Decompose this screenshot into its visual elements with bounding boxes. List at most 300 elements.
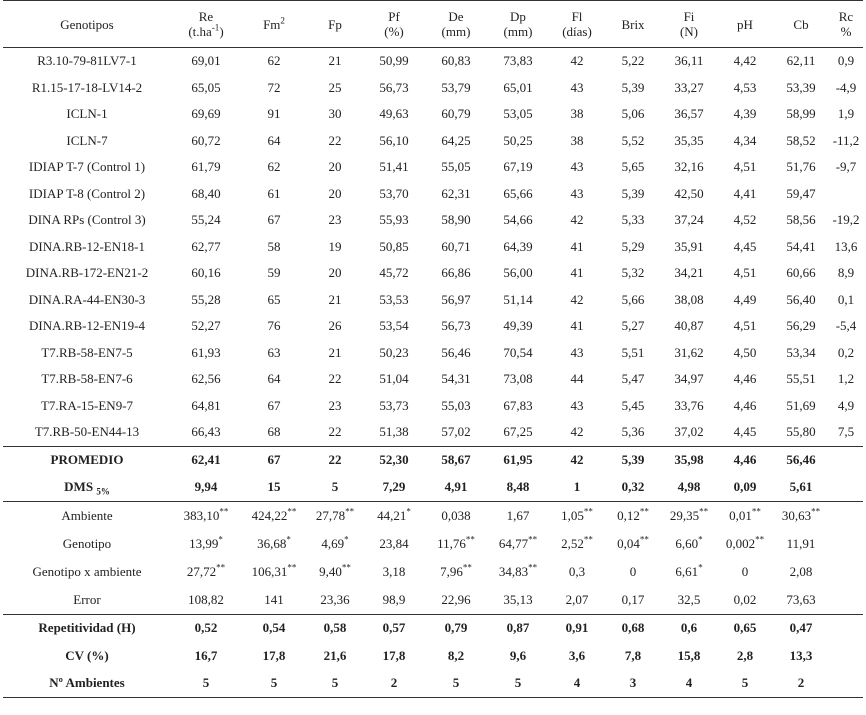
- value-cell: 61: [267, 185, 281, 201]
- row-label-cell: CV (%): [65, 647, 109, 663]
- value-cell: 5: [307, 670, 363, 698]
- value-cell: 43: [570, 397, 584, 413]
- table-row: [3, 419, 863, 446]
- cell-value: 2,07: [565, 591, 589, 607]
- value-cell: [829, 642, 863, 670]
- genotype-results-table: [3, 0, 863, 698]
- value-cell: 56,40: [786, 291, 816, 307]
- value-cell: [773, 558, 829, 586]
- value-cell: 56,73: [379, 79, 409, 95]
- value-cell: 55,93: [379, 212, 409, 228]
- value-cell: 56,46: [441, 344, 471, 360]
- column-header: [829, 1, 863, 48]
- column-header-label: Brix: [621, 16, 645, 32]
- summary-row: [3, 670, 863, 698]
- column-header-unit-line: [365, 24, 423, 39]
- value-cell: 5: [331, 479, 339, 494]
- value-cell: 5,33: [621, 212, 645, 228]
- value-cell: [605, 501, 661, 530]
- genotype-name-cell: T7.RB-50-EN44-13: [34, 424, 140, 440]
- column-header-unit-line: [427, 24, 485, 39]
- value-cell: 49,39: [503, 318, 533, 334]
- table-header-row: [3, 1, 863, 48]
- value-cell: 41: [570, 265, 584, 281]
- value-cell: 22: [307, 446, 363, 474]
- value-cell: 17,8: [382, 647, 406, 663]
- value-cell: 42,50: [674, 185, 704, 201]
- value-cell: 21: [328, 53, 342, 69]
- value-cell: 62,31: [441, 185, 471, 201]
- value-cell: 51,38: [379, 424, 409, 440]
- column-header: [605, 1, 661, 48]
- genotype-name-cell: DINA.RA-44-EN30-3: [28, 291, 146, 307]
- value-cell: 34,97: [674, 371, 704, 387]
- genotype-name-cell: DINA RPs (Control 3): [28, 212, 146, 228]
- value-cell: 41: [570, 238, 584, 254]
- column-header-label: Pf: [388, 9, 400, 24]
- value-cell: 0,91: [565, 620, 589, 636]
- value-cell: [829, 181, 863, 208]
- value-cell: 49,63: [379, 106, 409, 122]
- significance-marker: **: [755, 534, 765, 545]
- significance-marker: **: [462, 562, 472, 573]
- value-cell: 42: [549, 446, 605, 474]
- anova-row: [3, 501, 863, 530]
- column-header: [171, 1, 241, 48]
- value-cell: 42: [570, 212, 584, 228]
- value-cell: 41: [570, 318, 584, 334]
- genotype-name-cell: IDIAP T-7 (Control 1): [28, 159, 146, 175]
- value-cell: 65,66: [503, 185, 533, 201]
- cell-value: 64,77: [498, 535, 529, 551]
- row-label-cell: [3, 474, 171, 502]
- cell-value: 6,60: [675, 535, 699, 551]
- genotype-name-cell: DINA.RB-12-EN19-4: [29, 318, 145, 334]
- cell-value: 44,21: [377, 507, 407, 523]
- value-cell: 55,24: [191, 212, 221, 228]
- value-cell: 0,87: [506, 620, 530, 636]
- value-cell: [661, 530, 717, 558]
- cell-value: 141: [264, 591, 284, 607]
- value-cell: 54,31: [441, 371, 471, 387]
- value-cell: 38: [570, 132, 584, 148]
- value-cell: 8,9: [837, 265, 855, 281]
- value-cell: [307, 501, 363, 530]
- column-header-label: Re: [198, 9, 214, 24]
- column-header-label: Rc: [838, 9, 854, 24]
- value-cell: 0,68: [621, 620, 645, 636]
- value-cell: 21: [328, 344, 342, 360]
- value-cell: 5: [171, 670, 241, 698]
- cell-value: 1,05: [561, 507, 584, 523]
- value-cell: 5,45: [621, 397, 645, 413]
- column-header: [307, 1, 363, 48]
- value-cell: [549, 501, 605, 530]
- genotype-rows: [3, 48, 863, 447]
- value-cell: 0,6: [680, 620, 698, 636]
- value-cell: 5,66: [621, 291, 645, 307]
- column-header-unit: (mm): [503, 24, 533, 39]
- cell-value: 13,99: [189, 535, 219, 551]
- value-cell: 67: [267, 397, 281, 413]
- value-cell: 0,58: [323, 620, 347, 636]
- table-row: [3, 340, 863, 367]
- column-header-unit-end: ): [219, 24, 224, 39]
- value-cell: [829, 670, 863, 698]
- cell-value: 34,83: [498, 563, 529, 579]
- value-cell: 34,21: [674, 265, 704, 281]
- value-cell: 4,39: [733, 106, 757, 122]
- value-cell: -4,9: [835, 79, 857, 95]
- value-cell: 0,79: [444, 620, 468, 636]
- value-cell: 43: [570, 185, 584, 201]
- value-cell: -11,2: [832, 132, 860, 148]
- cell-value: 35,13: [503, 591, 533, 607]
- value-cell: 70,54: [503, 344, 533, 360]
- value-cell: 58,56: [786, 212, 816, 228]
- value-cell: 4,50: [733, 344, 757, 360]
- value-cell: 0,09: [733, 479, 757, 494]
- value-cell: 20: [328, 265, 342, 281]
- significance-marker: **: [219, 506, 229, 517]
- value-cell: 4,53: [733, 79, 757, 95]
- cell-value: 2,08: [789, 563, 813, 579]
- value-cell: 55,05: [441, 159, 471, 175]
- value-cell: [307, 558, 363, 586]
- value-cell: 59,47: [786, 185, 816, 201]
- value-cell: 58: [267, 238, 281, 254]
- value-cell: 4: [661, 670, 717, 698]
- value-cell: 5: [425, 670, 487, 698]
- value-cell: 44: [570, 371, 584, 387]
- cell-value: 23,84: [379, 535, 409, 551]
- column-header-unit-line: [831, 24, 861, 39]
- value-cell: 7,5: [837, 424, 855, 440]
- column-header-unit: (días): [562, 24, 592, 39]
- value-cell: 4: [549, 670, 605, 698]
- value-cell: 23: [328, 397, 342, 413]
- significance-marker: *: [218, 534, 223, 545]
- value-cell: 56,73: [441, 318, 471, 334]
- value-cell: 5,47: [621, 371, 645, 387]
- value-cell: 51,69: [786, 397, 816, 413]
- value-cell: [549, 530, 605, 558]
- value-cell: 58,67: [425, 446, 487, 474]
- value-cell: [717, 501, 773, 530]
- value-cell: 20: [328, 159, 342, 175]
- value-cell: 25: [328, 79, 342, 95]
- value-cell: 5,61: [789, 479, 813, 494]
- value-cell: 5,27: [621, 318, 645, 334]
- value-cell: 5,22: [621, 53, 645, 69]
- value-cell: 4,45: [733, 424, 757, 440]
- value-cell: 5,36: [621, 424, 645, 440]
- column-header-unit-line: [489, 24, 547, 39]
- column-header-label: Fp: [328, 16, 342, 32]
- value-cell: 65: [267, 291, 281, 307]
- genotype-name-cell: ICLN-7: [66, 132, 108, 148]
- cell-value: 0: [741, 563, 749, 579]
- value-cell: 62: [267, 159, 281, 175]
- value-cell: 31,62: [674, 344, 704, 360]
- value-cell: 54,41: [786, 238, 816, 254]
- significance-marker: **: [528, 562, 538, 573]
- table-row: [3, 260, 863, 287]
- table-row: [3, 48, 863, 75]
- value-cell: [717, 530, 773, 558]
- value-cell: 4,46: [717, 446, 773, 474]
- value-cell: 21: [328, 291, 342, 307]
- value-cell: 66,43: [191, 424, 221, 440]
- value-cell: 58,52: [786, 132, 816, 148]
- anova-rows: [3, 501, 863, 614]
- value-cell: 1,9: [837, 106, 855, 122]
- value-cell: 51,14: [503, 291, 533, 307]
- column-header: [773, 1, 829, 48]
- value-cell: 5,39: [621, 185, 645, 201]
- value-cell: 60,66: [786, 265, 816, 281]
- value-cell: 13,3: [789, 647, 813, 663]
- value-cell: -9,7: [835, 159, 857, 175]
- value-cell: [307, 586, 363, 615]
- cell-value: 106,31: [251, 563, 288, 579]
- dms-subscript: 5%: [96, 486, 110, 497]
- significance-marker: **: [216, 562, 226, 573]
- cell-value: 3,18: [382, 563, 406, 579]
- cell-value: 98,9: [382, 591, 406, 607]
- value-cell: 64,39: [503, 238, 533, 254]
- column-header-superscript: 2: [280, 15, 285, 26]
- column-header-line: [243, 17, 305, 32]
- column-header: [661, 1, 717, 48]
- cell-value: 29,35: [669, 507, 700, 523]
- value-cell: 53,79: [441, 79, 471, 95]
- value-cell: 5,52: [621, 132, 645, 148]
- value-cell: 0,2: [837, 344, 855, 360]
- value-cell: 4,41: [733, 185, 757, 201]
- column-header-label: Cb: [793, 16, 809, 32]
- value-cell: 0,1: [837, 291, 855, 307]
- value-cell: 33,76: [674, 397, 704, 413]
- value-cell: [829, 446, 863, 474]
- value-cell: 62,77: [191, 238, 221, 254]
- value-cell: 0,57: [382, 620, 406, 636]
- value-cell: 35,35: [674, 132, 704, 148]
- value-cell: [605, 558, 661, 586]
- value-cell: 2: [773, 670, 829, 698]
- value-cell: [773, 501, 829, 530]
- value-cell: 64: [267, 371, 281, 387]
- value-cell: 3,6: [568, 647, 586, 663]
- value-cell: 4,91: [444, 479, 468, 494]
- column-header-label: Fl: [571, 9, 583, 24]
- value-cell: 59: [267, 265, 281, 281]
- value-cell: [363, 501, 425, 530]
- value-cell: 51,04: [379, 371, 409, 387]
- cell-value: 424,22: [251, 507, 288, 523]
- row-label-cell: Error: [3, 586, 171, 615]
- value-cell: 55,80: [786, 424, 816, 440]
- column-header-unit: (N): [679, 24, 699, 39]
- value-cell: [425, 558, 487, 586]
- table-row: [3, 128, 863, 155]
- value-cell: [363, 558, 425, 586]
- column-header: [363, 1, 425, 48]
- value-cell: 53,39: [786, 79, 816, 95]
- value-cell: 35,91: [674, 238, 704, 254]
- value-cell: [487, 558, 549, 586]
- value-cell: 69,01: [191, 53, 221, 69]
- value-cell: 2: [363, 670, 425, 698]
- value-cell: [829, 530, 863, 558]
- value-cell: 0,47: [789, 620, 813, 636]
- value-cell: 56,10: [379, 132, 409, 148]
- value-cell: [661, 501, 717, 530]
- column-header-unit: (mm): [441, 24, 471, 39]
- significance-marker: **: [287, 562, 297, 573]
- table-row: [3, 313, 863, 340]
- table-row: [3, 75, 863, 102]
- significance-marker: **: [583, 534, 593, 545]
- column-header: [717, 1, 773, 48]
- value-cell: 17,8: [262, 647, 286, 663]
- value-cell: 5,39: [621, 79, 645, 95]
- table-row: [3, 393, 863, 420]
- significance-marker: **: [583, 506, 593, 517]
- value-cell: [171, 586, 241, 615]
- cell-value: 0,01: [729, 507, 752, 523]
- summary-row: [3, 642, 863, 670]
- value-cell: 43: [570, 79, 584, 95]
- value-cell: 3: [605, 670, 661, 698]
- value-cell: [773, 530, 829, 558]
- value-cell: 68: [267, 424, 281, 440]
- genotype-name-cell: IDIAP T-8 (Control 2): [28, 185, 146, 201]
- value-cell: 15: [267, 479, 281, 494]
- value-cell: [717, 586, 773, 615]
- value-cell: 55,28: [191, 291, 221, 307]
- significance-marker: **: [811, 506, 821, 517]
- value-cell: [487, 586, 549, 615]
- value-cell: 50,85: [379, 238, 409, 254]
- value-cell: 33,27: [674, 79, 704, 95]
- value-cell: 57,02: [441, 424, 471, 440]
- value-cell: 22: [328, 371, 342, 387]
- cell-value: 0,04: [617, 535, 640, 551]
- cell-value: 36,68: [257, 535, 287, 551]
- significance-marker: *: [344, 534, 349, 545]
- column-header-unit-line: [173, 24, 239, 39]
- value-cell: 64,81: [191, 397, 221, 413]
- value-cell: 52,27: [191, 318, 221, 334]
- value-cell: 45,72: [379, 265, 409, 281]
- column-header: [3, 1, 171, 48]
- value-cell: 60,16: [191, 265, 221, 281]
- table-row: [3, 101, 863, 128]
- cell-value: 32,5: [677, 591, 701, 607]
- row-label-cell: PROMEDIO: [3, 446, 171, 474]
- value-cell: -19,2: [832, 212, 860, 228]
- value-cell: 67,19: [503, 159, 533, 175]
- value-cell: [605, 530, 661, 558]
- cell-value: 0,12: [617, 507, 640, 523]
- value-cell: 13,6: [834, 238, 858, 254]
- value-cell: [549, 558, 605, 586]
- value-cell: 5: [717, 670, 773, 698]
- value-cell: 60,71: [441, 238, 471, 254]
- value-cell: 30: [328, 106, 342, 122]
- value-cell: 58,99: [786, 106, 816, 122]
- value-cell: 4,46: [733, 371, 757, 387]
- genotype-name-cell: T7.RA-15-EN9-7: [40, 397, 134, 413]
- value-cell: 58,90: [441, 212, 471, 228]
- dms-label: DMS: [64, 479, 94, 494]
- value-cell: [487, 501, 549, 530]
- cell-value: 7,96: [440, 563, 463, 579]
- value-cell: 68,40: [191, 185, 221, 201]
- value-cell: 62,41: [171, 446, 241, 474]
- value-cell: 5,06: [621, 106, 645, 122]
- value-cell: 66,86: [441, 265, 471, 281]
- value-cell: 64,25: [441, 132, 471, 148]
- cell-value: 0,002: [725, 535, 756, 551]
- value-cell: 52,30: [363, 446, 425, 474]
- genotype-name-cell: DINA.RB-172-EN21-2: [25, 265, 149, 281]
- value-cell: 50,23: [379, 344, 409, 360]
- significance-marker: **: [639, 506, 649, 517]
- value-cell: [241, 530, 307, 558]
- column-header-label: De: [448, 9, 464, 24]
- value-cell: 22: [328, 132, 342, 148]
- value-cell: 37,02: [674, 424, 704, 440]
- value-cell: 62: [267, 53, 281, 69]
- value-cell: 26: [328, 318, 342, 334]
- cell-value: 0,3: [568, 563, 586, 579]
- value-cell: 42: [570, 53, 584, 69]
- value-cell: 4,51: [733, 318, 757, 334]
- value-cell: 67: [267, 212, 281, 228]
- row-label-cell: Repetitividad (H): [38, 620, 136, 636]
- value-cell: -5,4: [835, 318, 857, 334]
- value-cell: 91: [267, 106, 281, 122]
- value-cell: 61,95: [487, 446, 549, 474]
- row-label-cell: Ambiente: [3, 501, 171, 530]
- table-row: [3, 287, 863, 314]
- value-cell: 54,66: [503, 212, 533, 228]
- value-cell: 36,57: [674, 106, 704, 122]
- cell-value: 0: [629, 563, 637, 579]
- column-header-label: pH: [737, 16, 753, 32]
- value-cell: 5: [241, 670, 307, 698]
- value-cell: [773, 586, 829, 615]
- value-cell: 4,45: [733, 238, 757, 254]
- value-cell: [661, 558, 717, 586]
- value-cell: 43: [570, 159, 584, 175]
- column-header: [487, 1, 549, 48]
- column-header: [425, 1, 487, 48]
- cell-value: 383,10: [183, 507, 220, 523]
- value-cell: 61,93: [191, 344, 221, 360]
- significance-marker: *: [406, 506, 411, 517]
- value-cell: [241, 501, 307, 530]
- value-cell: 42: [570, 291, 584, 307]
- value-cell: 9,6: [509, 647, 527, 663]
- value-cell: 50,99: [379, 53, 409, 69]
- summary-rows: [3, 614, 863, 698]
- value-cell: 4,42: [733, 53, 757, 69]
- cell-value: 73,63: [786, 591, 816, 607]
- value-cell: 4,51: [733, 265, 757, 281]
